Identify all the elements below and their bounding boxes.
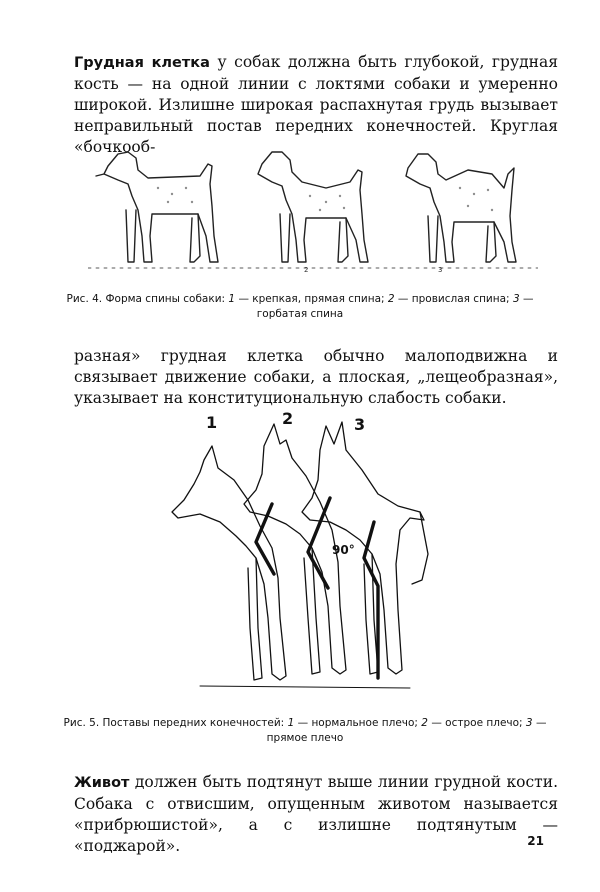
dog-sagging-back (258, 152, 368, 262)
term-belly: Живот (74, 775, 130, 791)
fig5-caption-text: Поставы передних конечностей: (102, 717, 285, 729)
fig4-item-2-num: 2 (387, 293, 395, 305)
paragraph-chest-shape (74, 346, 558, 409)
fig5-item-1-num: 1 (287, 717, 295, 729)
page-number: 21 (527, 834, 544, 848)
fig4-caption-text: Форма спины собаки: (105, 293, 226, 305)
figure-4-dogs (88, 144, 538, 276)
fig5-item-2-text: — острое плечо; (431, 717, 523, 729)
fig4-label-3: 3 (438, 266, 443, 274)
fig4-item-3-text: — горбатая спина (256, 293, 534, 320)
figure-4-caption (52, 292, 548, 322)
dog-straight-back (96, 152, 218, 262)
fig5-item-2-num: 2 (421, 717, 428, 729)
fig5-item-3-num: 3 (525, 717, 533, 729)
figure-5-caption (60, 716, 550, 746)
paragraph-belly (74, 772, 558, 857)
fig4-item-3-num: 3 (512, 293, 520, 305)
fig4-item-2-text: — провислая спина; (397, 293, 510, 305)
fig4-item-1-num: 1 (228, 293, 236, 305)
dog-hunched-back (406, 154, 516, 262)
paragraph-belly-text: должен быть подтянут выше линии грудной кости. Собака с отвисшим, опущенным животом называется «прибрюшистой», а с излишне подтянутым — «поджарой». (74, 773, 558, 855)
fig5-label-3: 3 (354, 415, 366, 434)
paragraph-chest-text: у собак должна быть глубокой, грудная кость — на одной линии с локтями собаки и умеренно широкой. Излишне широкая распахнутая грудь вызывает неправильный постав передних конечностей. Круглая «бочкооб- (74, 53, 558, 156)
paragraph-chest-shape-text: разная» грудная клетка обычно малоподвижна и связывает движение собаки, а плоская, „лещеобразная», указывает на конституциональную слабость собаки. (74, 347, 558, 407)
shoulder-angle-lines (256, 498, 378, 678)
fig5-caption-prefix: Рис. 5. (63, 717, 100, 729)
fig5-item-3-text: — прямое плечо (266, 717, 547, 744)
fig4-label-2: 2 (304, 266, 309, 274)
term-chest: Грудная клетка (74, 55, 210, 71)
fig5-label-2: 2 (282, 409, 294, 428)
fig5-label-1: 1 (206, 413, 218, 432)
dog-straight-shoulder (302, 422, 428, 674)
figure-5-forelimbs (160, 408, 430, 698)
fig5-item-1-text: — нормальное плечо; (297, 717, 418, 729)
paragraph-chest (74, 52, 558, 158)
fig5-angle-label: 90° (332, 543, 355, 557)
fig4-caption-prefix: Рис. 4. (66, 293, 103, 305)
fig4-item-1-text: — крепкая, прямая спина; (238, 293, 385, 305)
